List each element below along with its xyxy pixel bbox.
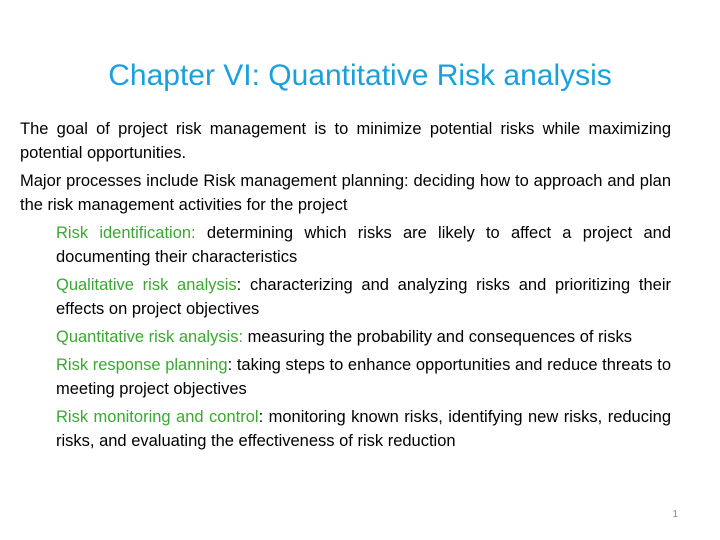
page-number: 1 [672,509,678,520]
slide-body [20,117,671,457]
process-description: : taking steps to enhance opportunities and reduce threats to meeting project objectives [56,356,671,398]
process-term: Quantitative risk analysis: [56,328,244,346]
process-term: Risk monitoring and control [56,408,259,426]
process-description: : monitoring known risks, identifying new risks, reducing risks, and evaluating the effectiveness of risk reduction [56,408,671,450]
process-item-risk-identification [56,221,671,269]
process-term: Risk identification: [56,224,207,242]
process-item-response-planning [56,353,671,401]
process-term: Risk response planning [56,356,228,374]
slide-title: Chapter VI: Quantitative Risk analysis [108,59,612,92]
process-item-quantitative-analysis [56,325,671,349]
intro-paragraph: The goal of project risk management is to minimize potential risks while maximizing potential opportunities. [20,120,671,162]
process-description: : characterizing and analyzing risks and prioritizing their effects on project objectives [56,276,671,318]
process-description: measuring the probability and consequences of risks [243,328,632,346]
process-item-qualitative-analysis [56,273,671,321]
processes-paragraph: Major processes include Risk management planning: deciding how to approach and plan the risk management activities for the project [20,172,671,214]
process-description: determining which risks are likely to affect a project and documenting their characteristics [56,224,671,266]
process-term: Qualitative risk analysis [56,276,237,294]
process-item-monitoring-control [56,405,671,453]
